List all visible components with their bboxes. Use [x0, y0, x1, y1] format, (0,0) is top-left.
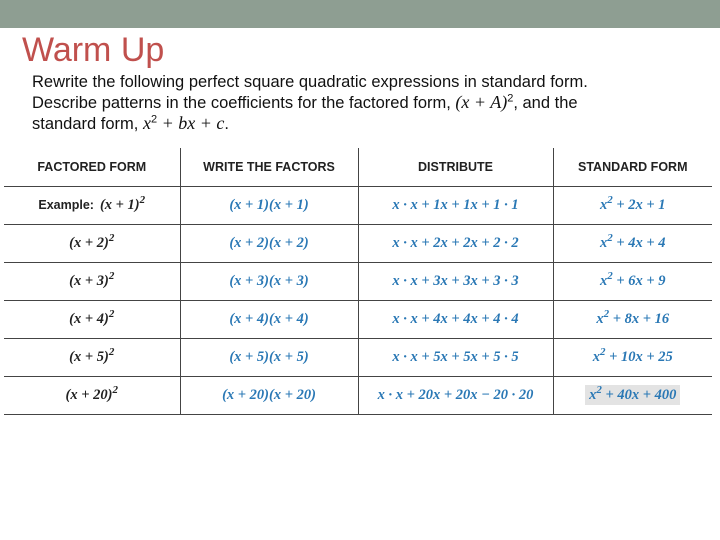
factored-expression: (x + 3) [69, 273, 109, 289]
table-row [4, 301, 712, 339]
standard-x: x [599, 197, 608, 213]
superscript: 2 [112, 384, 118, 397]
line3-suffix: . [224, 115, 229, 133]
factored-expression: (x + 20) [65, 387, 113, 403]
standard-cell [553, 339, 712, 377]
distribute-cell: x · x + 4x + 4x + 4 · 4 [358, 301, 553, 339]
standard-x: x [599, 273, 608, 289]
table-header-row [4, 148, 712, 187]
example-label: Example: [38, 198, 94, 212]
standard-form-math-a: x [142, 113, 151, 133]
line2-prefix: Describe patterns in the coefficients for the factored form, [32, 94, 456, 112]
top-bar [0, 0, 720, 28]
superscript: 2 [596, 384, 602, 397]
table-row [4, 263, 712, 301]
standard-rest: + 8x + 16 [609, 311, 670, 327]
standard-cell [553, 263, 712, 301]
superscript: 2 [150, 113, 158, 126]
factored-expression: (x + 2) [69, 235, 109, 251]
factors-cell: (x + 20)(x + 20) [180, 377, 358, 415]
factors-cell: (x + 2)(x + 2) [180, 225, 358, 263]
standard-cell [553, 377, 712, 415]
superscript: 2 [599, 346, 606, 359]
superscript: 2 [108, 346, 115, 359]
instructions-line-2 [32, 92, 692, 113]
line2-suffix: , and the [513, 94, 578, 112]
standard-rest: + 4x + 4 [612, 235, 666, 251]
superscript: 2 [139, 194, 146, 207]
header-factored-form: FACTORED FORM [4, 148, 180, 187]
table-row [4, 377, 712, 415]
superscript: 2 [108, 232, 115, 245]
factors-cell: (x + 4)(x + 4) [180, 301, 358, 339]
warm-up-table [4, 148, 712, 415]
superscript: 2 [507, 92, 514, 105]
standard-x: x [589, 387, 597, 403]
distribute-cell: x · x + 20x + 20x − 20 · 20 [358, 377, 553, 415]
factored-expression: (x + 5) [69, 349, 109, 365]
factored-cell [4, 339, 180, 377]
factored-expression: (x + 4) [69, 311, 109, 327]
superscript: 2 [607, 270, 613, 283]
instructions-line-3 [32, 113, 692, 134]
standard-x: x [596, 311, 604, 327]
superscript: 2 [108, 270, 115, 283]
factors-cell: (x + 5)(x + 5) [180, 339, 358, 377]
factored-form-math: (x + A) [455, 92, 508, 112]
standard-x: x [592, 349, 600, 365]
superscript: 2 [607, 194, 613, 207]
header-distribute: DISTRIBUTE [358, 148, 553, 187]
line3-prefix: standard form, [32, 115, 143, 133]
instructions-line-1: Rewrite the following perfect square quadratic expressions in standard form. [32, 73, 588, 91]
factored-cell [4, 301, 180, 339]
factors-cell: (x + 3)(x + 3) [180, 263, 358, 301]
standard-cell [553, 301, 712, 339]
header-write-the-factors: WRITE THE FACTORS [180, 148, 358, 187]
table-row [4, 225, 712, 263]
standard-rest: + 2x + 1 [612, 197, 666, 213]
standard-cell [553, 225, 712, 263]
superscript: 2 [603, 308, 610, 321]
slide-title: Warm Up [22, 31, 165, 69]
standard-rest: + 40x + 400 [601, 387, 677, 403]
table-row [4, 187, 712, 225]
instructions [32, 72, 692, 134]
distribute-cell: x · x + 5x + 5x + 5 · 5 [358, 339, 553, 377]
distribute-cell: x · x + 2x + 2x + 2 · 2 [358, 225, 553, 263]
standard-form-math-b: + bx + c [157, 113, 225, 133]
factored-cell [4, 225, 180, 263]
factored-cell [4, 377, 180, 415]
header-standard-form: STANDARD FORM [553, 148, 712, 187]
distribute-cell: x · x + 1x + 1x + 1 · 1 [358, 187, 553, 225]
table-row [4, 339, 712, 377]
distribute-cell: x · x + 3x + 3x + 3 · 3 [358, 263, 553, 301]
standard-cell [553, 187, 712, 225]
factored-cell [4, 263, 180, 301]
standard-rest: + 6x + 9 [612, 273, 666, 289]
factored-expression: (x + 1) [99, 197, 140, 213]
superscript: 2 [607, 232, 613, 245]
standard-rest: + 10x + 25 [605, 349, 673, 365]
factors-cell: (x + 1)(x + 1) [180, 187, 358, 225]
standard-x: x [599, 235, 608, 251]
factored-cell [4, 187, 180, 225]
superscript: 2 [108, 308, 115, 321]
highlighted-answer [585, 385, 680, 405]
